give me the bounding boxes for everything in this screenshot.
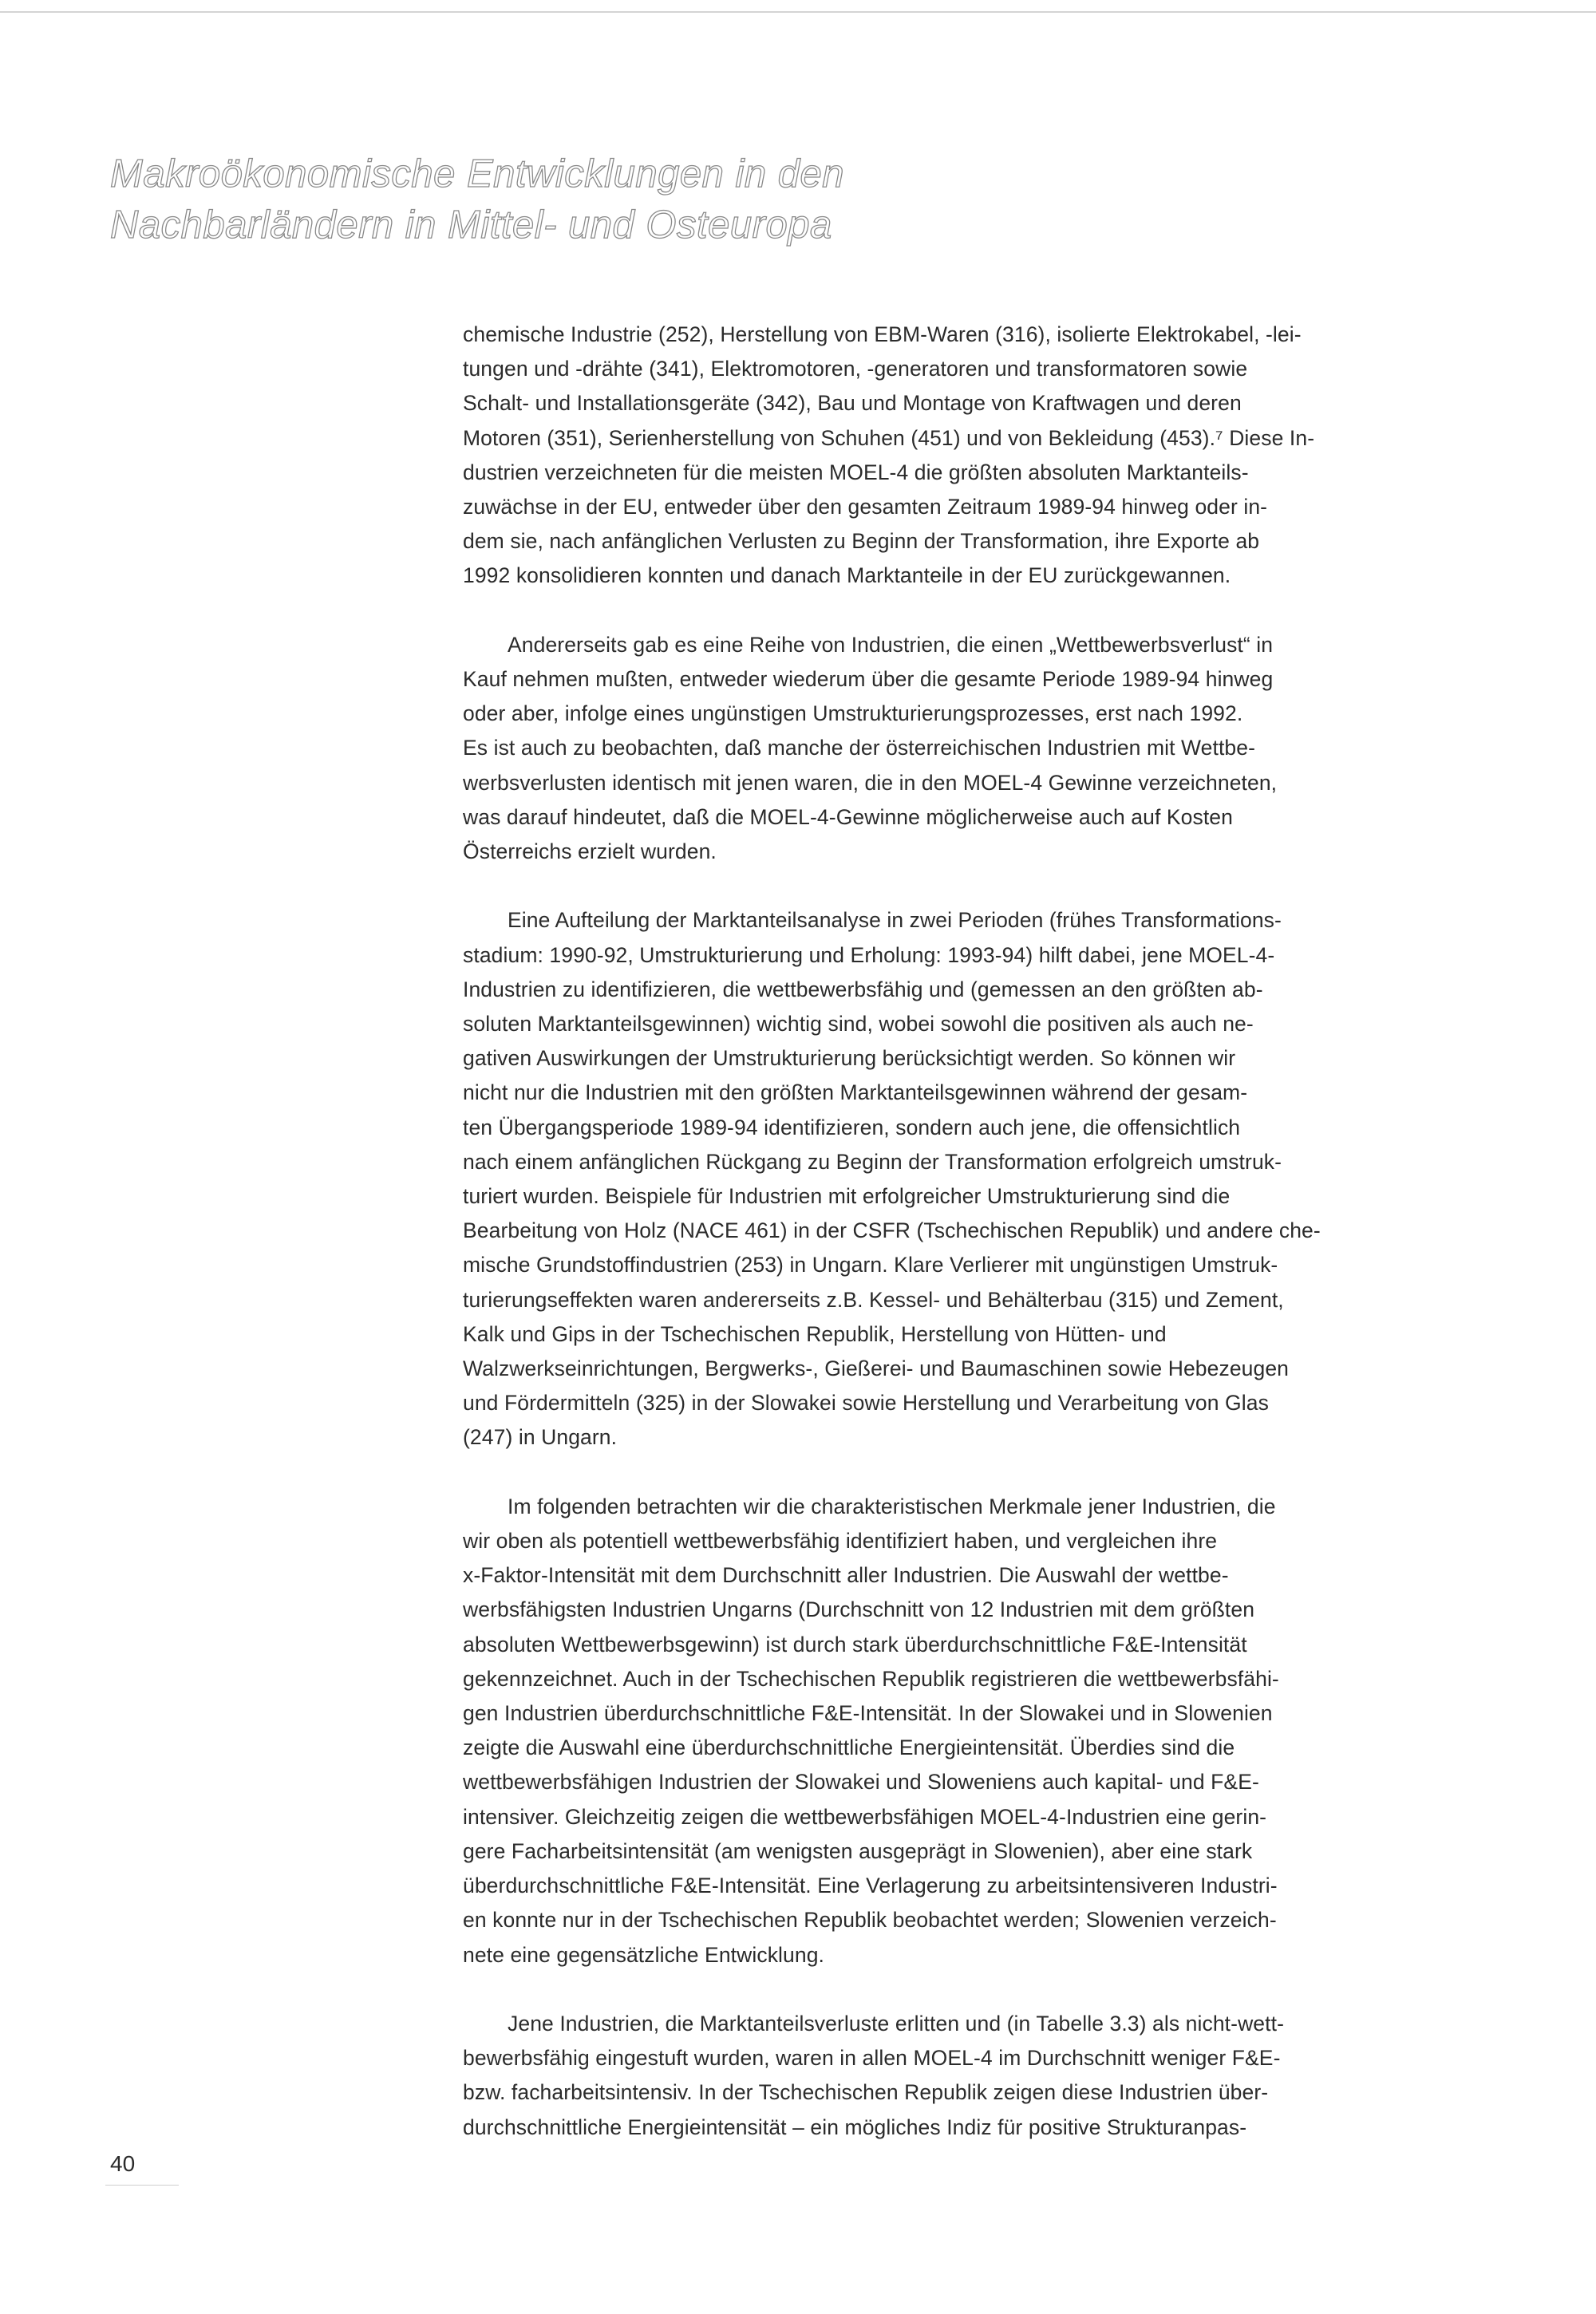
paragraph	[463, 2007, 1393, 2145]
top-rule	[0, 11, 1596, 13]
paragraph-line: Schalt- und Installationsgeräte (342), Bau und Montage von Kraftwagen und deren	[463, 391, 1242, 416]
paragraph-line: nicht nur die Industrien mit den größten Marktanteilsgewinnen während der gesam-	[463, 1080, 1248, 1105]
paragraph-line: stadium: 1990-92, Umstrukturierung und Erholung: 1993-94) hilft dabei, jene MOEL-4-	[463, 942, 1275, 967]
paragraph-line: Motoren (351), Serienherstellung von Schuhen (451) und von Bekleidung (453).⁷ Diese In-	[463, 425, 1315, 450]
page-title-line-1: Makroökonomische Entwicklungen in den	[110, 152, 845, 195]
paragraph-line: Es ist auch zu beobachten, daß manche der österreichischen Industrien mit Wettbe-	[463, 736, 1256, 760]
paragraph	[463, 318, 1393, 594]
paragraph-line: Bearbeitung von Holz (NACE 461) in der CSFR (Tschechischen Republik) und andere che-	[463, 1218, 1321, 1243]
paragraph-line: Industrien zu identifizieren, die wettbewerbsfähig und (gemessen an den größten ab-	[463, 977, 1263, 1001]
paragraph	[463, 1490, 1393, 1972]
paragraph-line: (247) in Ungarn.	[463, 1425, 618, 1450]
paragraph	[463, 628, 1393, 869]
page-number-rule	[105, 2185, 179, 2186]
paragraph-line: gativen Auswirkungen der Umstrukturierung berücksichtigt werden. So können wir	[463, 1046, 1236, 1071]
paragraph-line: Andererseits gab es eine Reihe von Industrien, die einen „Wettbewerbsverlust“ in	[508, 632, 1274, 657]
paragraph-line: wettbewerbsfähigen Industrien der Slowakei und Sloweniens auch kapital- und F&E-	[463, 1770, 1259, 1795]
paragraph-line: werbsfähigsten Industrien Ungarns (Durchschnitt von 12 Industrien mit dem größten	[463, 1597, 1255, 1622]
paragraph-line: intensiver. Gleichzeitig zeigen die wettbewerbsfähigen MOEL-4-Industrien eine gerin-	[463, 1804, 1267, 1829]
paragraph-line: Im folgenden betrachten wir die charakteristischen Merkmale jener Industrien, die	[508, 1494, 1276, 1518]
paragraph-line: dustrien verzeichneten für die meisten MOEL-4 die größten absoluten Marktanteils-	[463, 460, 1249, 484]
paragraph-line: bzw. facharbeitsintensiv. In der Tschechischen Republik zeigen diese Industrien über-	[463, 2080, 1269, 2105]
paragraph-line: Eine Aufteilung der Marktanteilsanalyse in zwei Perioden (frühes Transformations-	[508, 908, 1282, 933]
paragraph-line: turierungseffekten waren andererseits z.B. Kessel- und Behälterbau (315) und Zement,	[463, 1287, 1284, 1312]
paragraph-line: chemische Industrie (252), Herstellung von EBM-Waren (316), isolierte Elektrokabel, -lei-	[463, 322, 1302, 346]
paragraph-line: oder aber, infolge eines ungünstigen Umstrukturierungsprozesses, erst nach 1992.	[463, 701, 1243, 726]
paragraph-line: gekennzeichnet. Auch in der Tschechischen Republik registrieren die wettbewerbsfähi-	[463, 1666, 1279, 1691]
paragraph-line: turiert wurden. Beispiele für Industrien mit erfolgreicher Umstrukturierung sind die	[463, 1184, 1231, 1209]
page-title	[110, 148, 1148, 251]
paragraph-line: und Fördermitteln (325) in der Slowakei sowie Herstellung und Verarbeitung von Glas	[463, 1391, 1269, 1416]
paragraph-line: absoluten Wettbewerbsgewinn) ist durch stark überdurchschnittliche F&E-Intensität	[463, 1632, 1247, 1657]
paragraph-line: gen Industrien überdurchschnittliche F&E-Intensität. In der Slowakei und in Slowenien	[463, 1701, 1273, 1726]
paragraph-line: x-Faktor-Intensität mit dem Durchschnitt aller Industrien. Die Auswahl der wettbe-	[463, 1563, 1229, 1588]
paragraph-line: überdurchschnittliche F&E-Intensität. Eine Verlagerung zu arbeitsintensiveren Industri-	[463, 1874, 1278, 1898]
paragraph-line: Kalk und Gips in der Tschechischen Republik, Herstellung von Hütten- und	[463, 1321, 1167, 1346]
paragraph-line: dem sie, nach anfänglichen Verlusten zu Beginn der Transformation, ihre Exporte ab	[463, 529, 1260, 554]
paragraph-line: Jene Industrien, die Marktanteilsverluste erlitten und (in Tabelle 3.3) als nicht-wett-	[508, 2011, 1284, 2036]
paragraph-line: gere Facharbeitsintensität (am wenigsten ausgeprägt in Slowenien), aber eine stark	[463, 1838, 1253, 1863]
paragraph-line: bewerbsfähig eingestuft wurden, waren in allen MOEL-4 im Durchschnitt weniger F&E-	[463, 2046, 1281, 2071]
paragraph-line: durchschnittliche Energieintensität – ein mögliches Indiz für positive Strukturanpas-	[463, 2115, 1247, 2139]
paragraph-line: mische Grundstoffindustrien (253) in Ungarn. Klare Verlierer mit ungünstigen Umstruk-	[463, 1253, 1278, 1277]
body-text	[463, 318, 1393, 2179]
paragraph-line: nach einem anfänglichen Rückgang zu Beginn der Transformation erfolgreich umstruk-	[463, 1149, 1282, 1174]
paragraph-line: werbsverlusten identisch mit jenen waren, die in den MOEL-4 Gewinne verzeichneten,	[463, 770, 1278, 795]
paragraph-line: wir oben als potentiell wettbewerbsfähig identifiziert haben, und vergleichen ihre	[463, 1529, 1218, 1554]
page-number: 40	[110, 2151, 136, 2176]
paragraph-line: nete eine gegensätzliche Entwicklung.	[463, 1942, 825, 1967]
paragraph-line: was darauf hindeutet, daß die MOEL-4-Gewinne möglicherweise auch auf Kosten	[463, 804, 1233, 829]
paragraph-line: Österreichs erzielt wurden.	[463, 839, 717, 864]
paragraph-line: 1992 konsolidieren konnten und danach Marktanteile in der EU zurückgewannen.	[463, 563, 1231, 588]
paragraph-line: Walzwerkseinrichtungen, Bergwerks-, Gießerei- und Baumaschinen sowie Hebezeugen	[463, 1356, 1290, 1381]
paragraph-line: zeigte die Auswahl eine überdurchschnittliche Energieintensität. Überdies sind die	[463, 1736, 1235, 1760]
paragraph	[463, 903, 1393, 1455]
paragraph-line: Kauf nehmen mußten, entweder wiederum über die gesamte Periode 1989-94 hinweg	[463, 667, 1274, 692]
paragraph-line: ten Übergangsperiode 1989-94 identifizieren, sondern auch jene, die offensichtlich	[463, 1115, 1241, 1139]
paragraph-line: en konnte nur in der Tschechischen Republik beobachtet werden; Slowenien verzeich-	[463, 1908, 1277, 1933]
page-title-line-2: Nachbarländern in Mittel- und Osteuropa	[110, 203, 832, 247]
paragraph-line: zuwächse in der EU, entweder über den gesamten Zeitraum 1989-94 hinweg oder in-	[463, 495, 1268, 519]
paragraph-line: tungen und -drähte (341), Elektromotoren, -generatoren und transformatoren sowie	[463, 357, 1248, 381]
paragraph-line: soluten Marktanteilsgewinnen) wichtig sind, wobei sowohl die positiven als auch ne-	[463, 1012, 1254, 1037]
